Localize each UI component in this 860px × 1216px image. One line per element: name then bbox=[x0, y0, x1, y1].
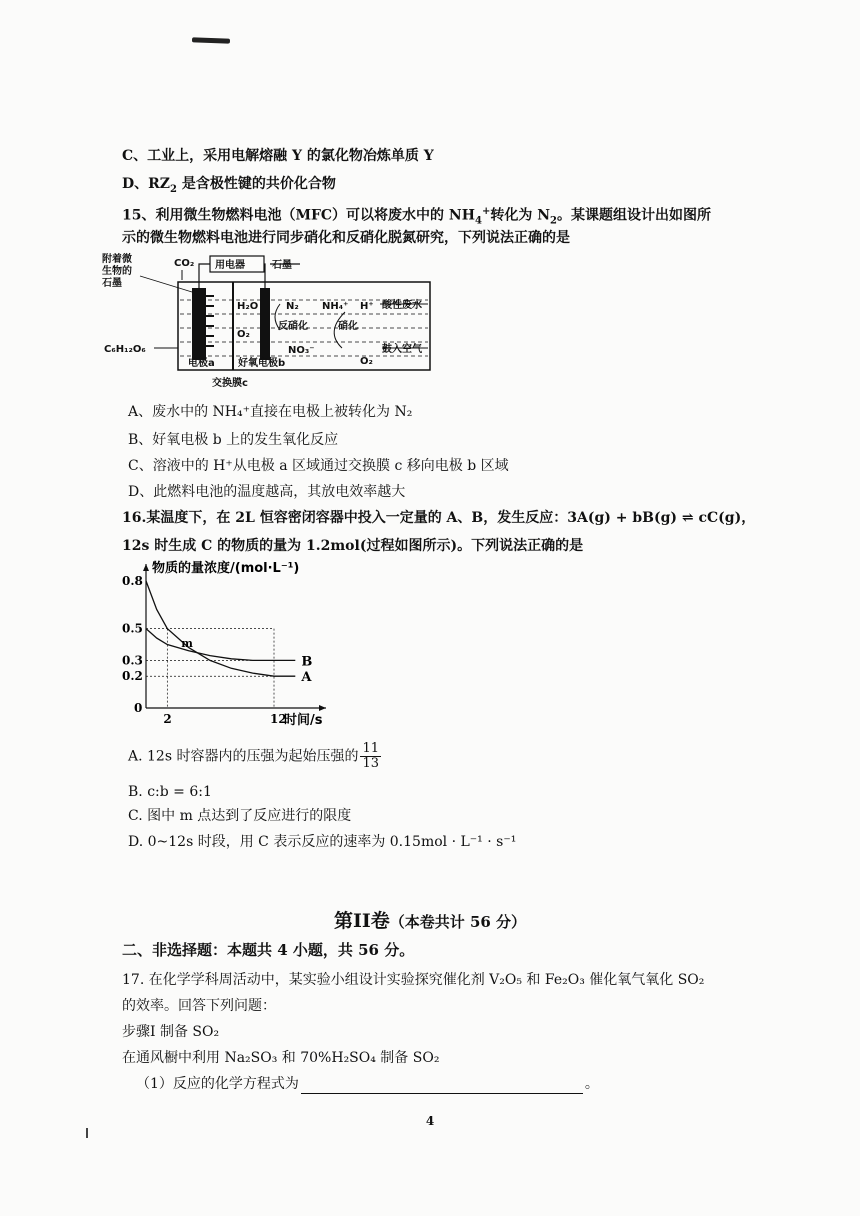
series-line-A bbox=[146, 581, 295, 676]
electrode-a-label: 电极a bbox=[188, 358, 215, 369]
y-axis-label: 物质的量浓度/(mol·L⁻¹) bbox=[152, 561, 300, 576]
device-label: 用电器 bbox=[215, 260, 245, 271]
y-tick-label-2: 0.3 bbox=[122, 653, 143, 668]
o2-label-b: O₂ bbox=[360, 356, 373, 367]
n2-label: N₂ bbox=[286, 301, 299, 312]
y-tick-label-3: 0.2 bbox=[122, 669, 143, 684]
q17-sub1: （1）反应的化学方程式为 。 bbox=[136, 1076, 599, 1092]
acid-wastewater-label: 酸性废水 bbox=[382, 300, 422, 311]
q15-stem-line2: 示的微生物燃料电池进行同步硝化和反硝化脱氮研究，下列说法正确的是 bbox=[122, 230, 570, 246]
point-label-m: m bbox=[181, 636, 193, 650]
hplus-label: H⁺ bbox=[360, 301, 374, 312]
graphite-label: 石墨 bbox=[272, 260, 292, 271]
nitrification-label: 硝化 bbox=[338, 321, 358, 332]
co2-label: CO₂ bbox=[174, 258, 195, 269]
x-tick-label-0: 2 bbox=[163, 712, 172, 726]
q14-option-c: C、工业上，采用电解熔融 Y 的氯化物冶炼单质 Y bbox=[122, 148, 434, 164]
y-tick-label-1: 0.5 bbox=[122, 621, 143, 636]
q14-option-d: D、$RZ_2$ 是含极性键的共价化合物 bbox=[122, 176, 336, 195]
attached-label-3: 石墨 bbox=[102, 278, 122, 289]
q16-stem-line2: 12s 时生成 C 的物质的量为 1.2mol(过程如图所示)。下列说法正确的是 bbox=[122, 538, 584, 554]
air-label: 鼓入空气 bbox=[382, 344, 422, 355]
concentration-chart bbox=[118, 558, 358, 730]
q15-option-b: B、好氧电极 b 上的发生氧化反应 bbox=[128, 432, 339, 448]
answer-blank bbox=[301, 1079, 583, 1094]
membrane-label: 交换膜c bbox=[212, 378, 248, 389]
q16-option-b: B. c:b = 6:1 bbox=[128, 784, 212, 800]
electrode-b-label: 好氧电极b bbox=[238, 358, 286, 369]
q15-stem-line1: 15、利用微生物燃料电池（MFC）可以将废水中的 $NH_4^+$转化为 $N_2$。某课题组设计出如图所 bbox=[122, 206, 711, 227]
series-line-B bbox=[146, 629, 295, 661]
q16-option-a: A. 12s 时容器内的压强为起始压强的 $\frac{11}{13}$ bbox=[128, 741, 380, 771]
y-axis-arrow bbox=[143, 564, 149, 571]
part2-title: 第II卷（本卷共计 56 分） bbox=[333, 910, 527, 932]
x-tick-label-1: 12 bbox=[270, 712, 287, 726]
q16-option-d: D. 0~12s 时段，用 C 表示反应的速率为 0.15mol · L⁻¹ · s⁻¹ bbox=[128, 834, 517, 850]
o2-label-a: O₂ bbox=[237, 329, 250, 340]
glucose-label: C₆H₁₂O₆ bbox=[104, 344, 146, 355]
fuel-cell-diagram bbox=[102, 252, 460, 392]
h2o-label: H₂O bbox=[237, 301, 259, 312]
attached-label-2: 生物的 bbox=[102, 266, 132, 277]
origin-label: 0 bbox=[134, 701, 143, 715]
q15-option-c: C、溶液中的 H⁺从电极 a 区域通过交换膜 c 移向电极 b 区域 bbox=[128, 458, 509, 474]
y-tick-label-0: 0.8 bbox=[122, 573, 143, 588]
part2-heading: 二、非选择题：本题共 4 小题，共 56 分。 bbox=[122, 941, 415, 959]
x-axis-arrow bbox=[319, 705, 326, 711]
margin-mark bbox=[86, 1128, 88, 1138]
q15-option-a: A、废水中的 NH₄⁺直接在电极上被转化为 N₂ bbox=[128, 404, 413, 420]
attached-label-1: 附着微 bbox=[102, 254, 132, 265]
x-axis-label: 时间/s bbox=[284, 713, 323, 728]
nh4-label: NH₄⁺ bbox=[322, 301, 349, 312]
q16-option-c: C. 图中 m 点达到了反应进行的限度 bbox=[128, 808, 352, 824]
series-label-B: B bbox=[301, 654, 313, 670]
q16-stem-line1: 16.某温度下，在 2L 恒容密闭容器中投入一定量的 A、B，发生反应：3A(g) + bB(g) ⇌ cC(g)， bbox=[122, 510, 756, 526]
q17-stem-line2: 的效率。回答下列问题： bbox=[122, 998, 276, 1014]
q17-stem-line1: 17. 在化学学科周活动中，某实验小组设计实验探究催化剂 V₂O₅ 和 Fe₂O₃ 催化氧气氧化 SO₂ bbox=[122, 972, 705, 988]
q15-option-d: D、此燃料电池的温度越高，其放电效率越大 bbox=[128, 484, 406, 500]
step1-title: 步骤I 制备 SO₂ bbox=[122, 1024, 220, 1040]
step1-description: 在通风橱中利用 Na₂SO₃ 和 70%H₂SO₄ 制备 SO₂ bbox=[122, 1050, 440, 1066]
scan-mark bbox=[192, 37, 230, 43]
no3-label: NO₃⁻ bbox=[288, 345, 315, 356]
fraction: $\frac{11}{13}$ bbox=[362, 741, 380, 771]
denitrification-label: 反硝化 bbox=[278, 321, 308, 332]
page-number: 4 bbox=[425, 1114, 435, 1128]
series-label-A: A bbox=[301, 670, 312, 686]
